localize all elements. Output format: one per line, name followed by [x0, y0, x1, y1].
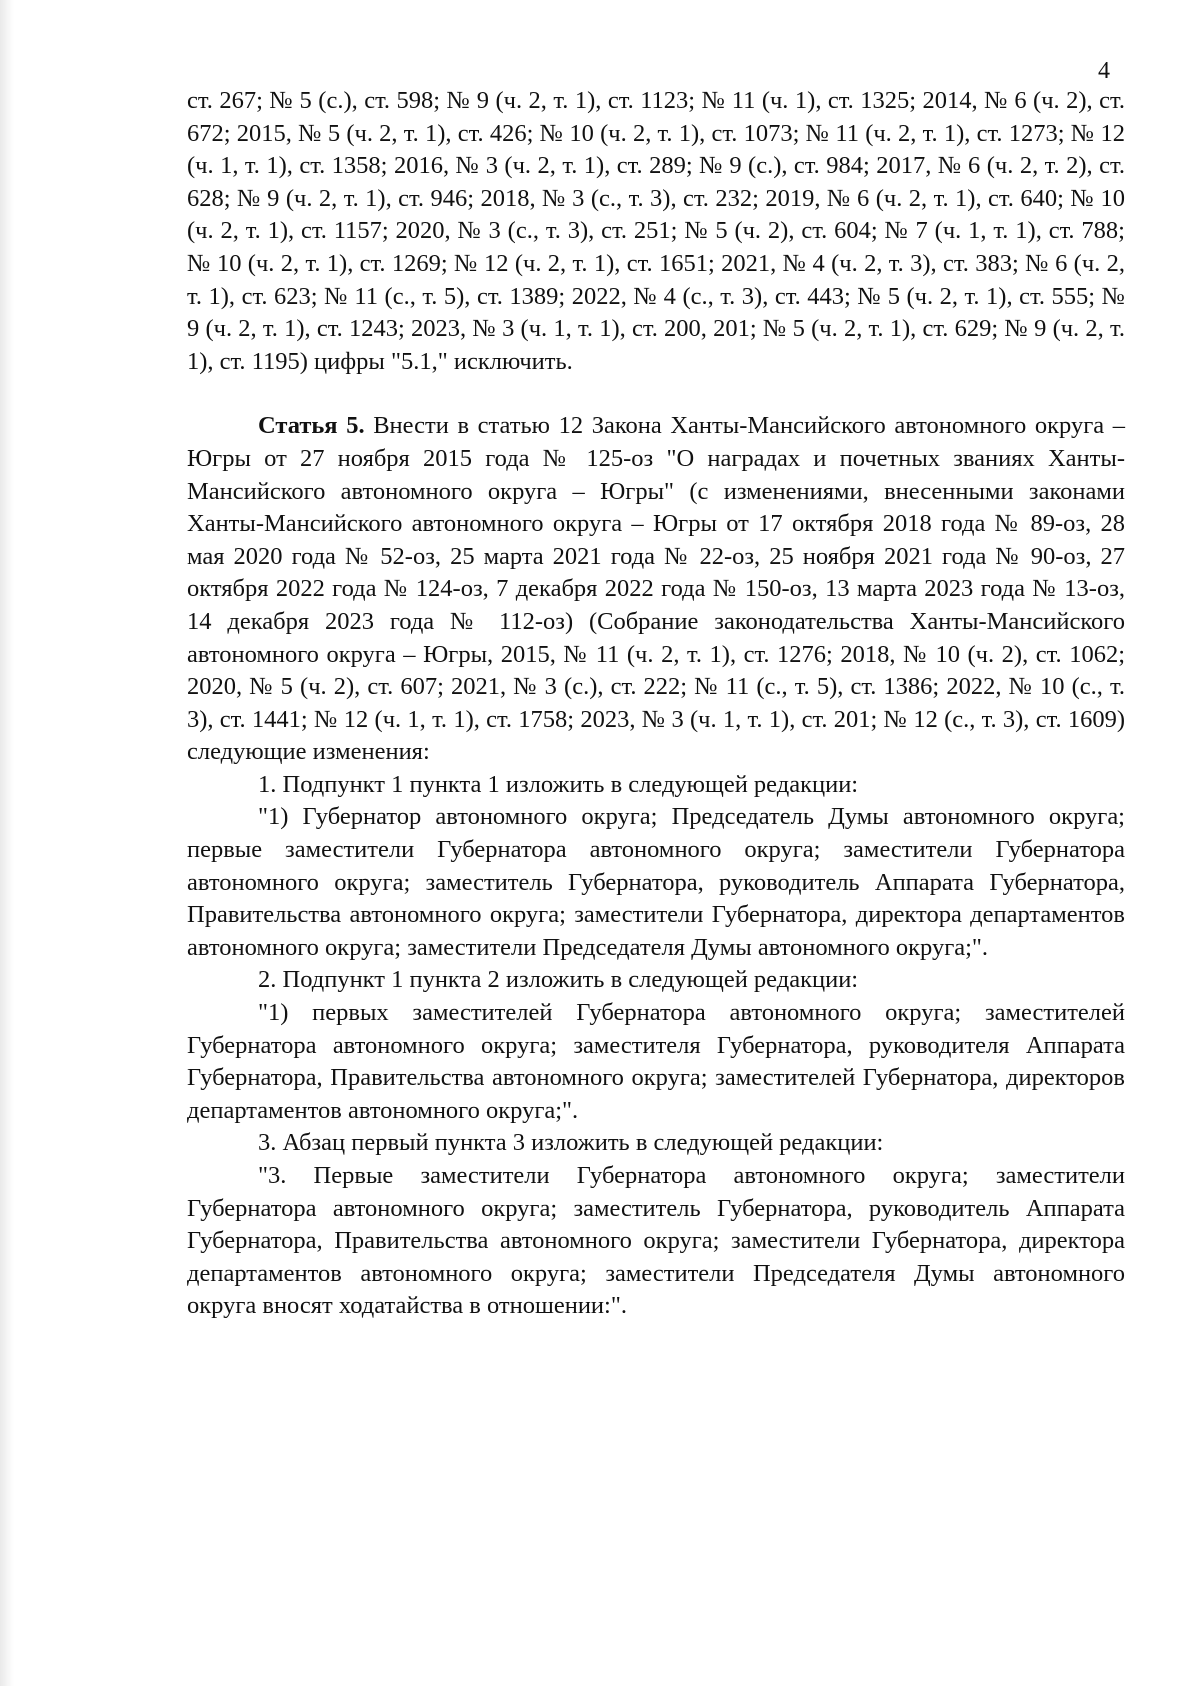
item-2-text: "1) первых заместителей Губернатора автономного округа; заместителей Губернатора автономного округа; заместителя Губернатора, руководителя Аппарата Губернатора, Правительства автономного округа; заместителей Губернатора, директоров департаментов автономного округа;".: [187, 999, 1125, 1124]
item-1-text: "1) Губернатор автономного округа; Председатель Думы автономного округа; первые заместители Губернатора автономного округа; заместители Губернатора автономного округа; заместитель Губернатора, руководитель Аппарата Губернатора, Правительства автономного округа; заместители Губернатора, директора департаментов автономного округа; заместители Председателя Думы автономного округа;".: [187, 803, 1125, 961]
item-2-heading: 2. Подпункт 1 пункта 2 изложить в следующей редакции:: [258, 966, 859, 994]
item-3-text: "3. Первые заместители Губернатора автономного округа; заместители Губернатора автономного округа; заместитель Губернатора, руководитель Аппарата Губернатора, Правительства автономного округа; заместители Губернатора, директора департаментов автономного округа; заместители Председателя Думы автономного округа вносят ходатайства в отношении:".: [187, 1162, 1125, 1320]
article-5-intro-text: Внести в статью 12 Закона Ханты-Мансийского автономного округа – Югры от 27 ноября 2015 года № 125-оз "О наградах и почетных званиях Ханты-Мансийского автономного округа – Югры" (с изменениями, внесенными законами Ханты-Мансийского автономного округа – Югры от 17 октября 2018 года № 89-оз, 28 мая 2020 года № 52-оз, 25 марта 2021 года № 22-оз, 25 ноября 2021 года № 90-оз, 27 октября 2022 года № 124-оз, 7 декабря 2022 года № 150-оз, 13 марта 2023 года № 13-оз, 14 декабря 2023 года № 112-оз) (Собрание законодательства Ханты-Мансийского автономного округа – Югры, 2015, № 11 (ч. 2, т. 1), ст. 1276; 2018, № 10 (ч. 2), ст. 1062; 2020, № 5 (ч. 2), ст. 607; 2021, № 3 (с.), ст. 222; № 11 (с., т. 5), ст. 1386; 2022, № 10 (с., т. 3), ст. 1441; № 12 (ч. 1, т. 1), ст. 1758; 2023, № 3 (ч. 1, т. 1), ст. 201; № 12 (с., т. 3), ст. 1609) следующие изменения:: [187, 412, 1125, 766]
article-5-intro: [187, 410, 1125, 769]
page-number: 4: [1098, 58, 1110, 84]
item-3-heading: 3. Абзац первый пункта 3 изложить в следующей редакции:: [258, 1129, 884, 1157]
item-1-heading: 1. Подпункт 1 пункта 1 изложить в следующей редакции:: [258, 770, 859, 798]
continuation-paragraph: ст. 267; № 5 (с.), ст. 598; № 9 (ч. 2, т. 1), ст. 1123; № 11 (ч. 1), ст. 1325; 2014, № 6 (ч. 2), ст. 672; 2015, № 5 (ч. 2, т. 1), ст. 426; № 10 (ч. 2, т. 1), ст. 1073; № 11 (ч. 2, т. 1), ст. 1273; № 12 (ч. 1, т. 1), ст. 1358; 2016, № 3 (ч. 2, т. 1), ст. 289; № 9 (с.), ст. 984; 2017, № 6 (ч. 2, т. 2), ст. 628; № 9 (ч. 2, т. 1), ст. 946; 2018, № 3 (с., т. 3), ст. 232; 2019, № 6 (ч. 2, т. 1), ст. 640; № 10 (ч. 2, т. 1), ст. 1157; 2020, № 3 (с., т. 3), ст. 251; № 5 (ч. 2), ст. 604; № 7 (ч. 1, т. 1), ст. 788; № 10 (ч. 2, т. 1), ст. 1269; № 12 (ч. 2, т. 1), ст. 1651; 2021, № 4 (ч. 2, т. 3), ст. 383; № 6 (ч. 2, т. 1), ст. 623; № 11 (с., т. 5), ст. 1389; 2022, № 4 (с., т. 3), ст. 443; № 5 (ч. 2, т. 1), ст. 555; № 9 (ч. 2, т. 1), ст. 1243; 2023, № 3 (ч. 1, т. 1), ст. 200, 201; № 5 (ч. 2, т. 1), ст. 629; № 9 (ч. 2, т. 1), ст. 1195) цифры "5.1," исключить.: [187, 87, 1125, 375]
scan-edge-shadow: [0, 0, 14, 1686]
document-body: [187, 85, 1125, 1323]
article-5-label: Статья 5.: [258, 412, 365, 440]
